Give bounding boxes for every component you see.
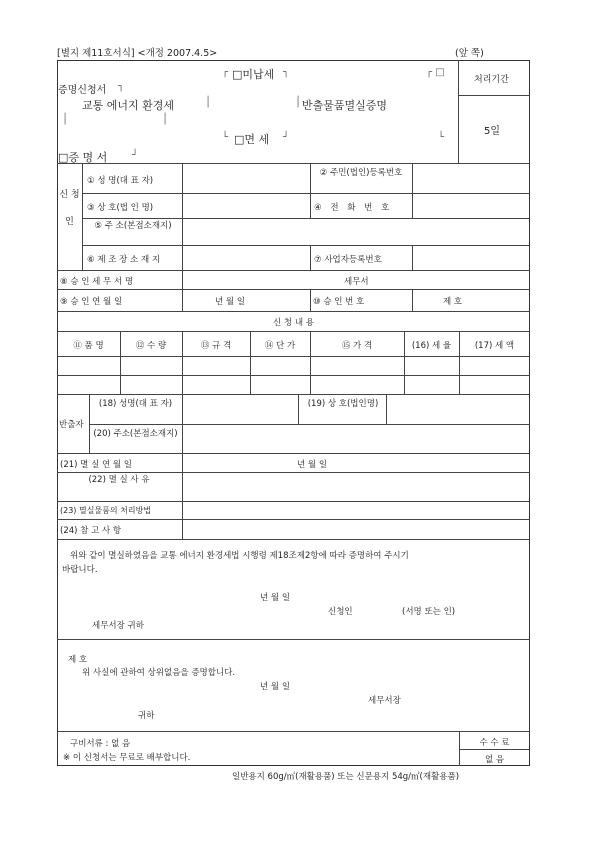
free-distribution-note: ※ 이 신청서는 무료로 배부합니다. [63, 753, 191, 763]
col-price: ⑮ 가 격 [341, 341, 373, 351]
processing-period-label: 처리기간 [474, 75, 509, 85]
exporter-company-label: (19) 상 호(법인명) [307, 399, 379, 409]
approval-number-value: 제 호 [443, 297, 463, 307]
cert-date: 년 월 일 [260, 682, 291, 692]
cert-chief: 세무서장 [368, 696, 401, 706]
cert-apply-title: 증명신청서 [58, 85, 107, 96]
paper-spec: 일반용지 60g/㎡(재활용품) 또는 신문용지 54g/㎡(재활용품) [232, 772, 460, 782]
exporter-address-label: (20) 주소(본점소재지) [93, 429, 178, 439]
statement-line-1: 위와 같이 멸실하였음을 교통 에너지 환경세법 시행령 제18조제2항에 따라 증명하여 주시기 [70, 551, 409, 561]
applicant-sign-label: 신청인 [328, 607, 353, 617]
addressee-chief: 세무서장 귀하 [92, 621, 144, 631]
approval-office-value: 세무서 [344, 277, 369, 287]
loss-handling-label: (23) 멸실물품의 처리방법 [60, 506, 152, 515]
loss-reason-label: (22) 멸 실 사 유 [88, 475, 150, 485]
loss-date-label: (21) 멸 실 연 월 일 [60, 460, 133, 470]
form-frame [57, 60, 530, 766]
fee-value: 없 음 [484, 755, 505, 765]
certificate-option: □증 명 서 [58, 151, 108, 164]
applicant-group-label: 신 청 인 [59, 190, 80, 227]
exporter-group-label: 반출자 [59, 420, 84, 430]
applicant-phone-label: ④ 전 화 번 호 [314, 203, 393, 213]
statement-line-2: 바랍니다. [62, 565, 98, 575]
col-tax-amount: (17) 세 액 [474, 341, 515, 351]
form-number: [별지 제11호서식] <개정 2007.4.5> [57, 48, 218, 59]
exporter-name-label: (18) 성명(대 표 자) [98, 399, 173, 409]
factory-location-label: ⑥ 제 조 장 소 재 지 [87, 255, 161, 265]
cert-number: 제 호 [68, 655, 88, 665]
col-spec: ⑬ 규 격 [200, 341, 232, 351]
cert-statement: 위 사실에 관하여 상위없음을 증명합니다. [82, 668, 236, 678]
exempt-option: □면 세 [234, 133, 270, 146]
applicant-name-label: ① 성 명(대 표 자) [87, 176, 154, 186]
unpaid-tax-option: □미납세 [232, 68, 275, 81]
approval-date-value: 년 월 일 [215, 297, 246, 307]
approval-date-label: ⑨ 승 인 연 월 일 [60, 297, 123, 307]
fee-label: 수 수 료 [479, 738, 510, 748]
request-content-heading: 신 청 내 용 [273, 318, 314, 328]
applicant-regno-label: ② 주민(법인)등록번호 [319, 168, 403, 178]
approval-number-label: ⑩ 승 인 번 호 [313, 297, 365, 307]
required-docs: 구비서류 : 없 음 [70, 739, 131, 749]
loss-date-value: 년 월 일 [297, 460, 328, 470]
approval-office-label: ⑧ 승 인 세 무 서 명 [60, 277, 134, 287]
export-loss-cert: 반출물품멸실증명 [302, 99, 388, 112]
col-unit-price: ⑭ 단 가 [264, 341, 296, 351]
col-item-name: ⑪ 품 명 [73, 341, 104, 351]
col-tax-rate: (16) 세 율 [411, 341, 452, 351]
page-side: (앞 쪽) [455, 48, 484, 59]
applicant-company-label: ③ 상 호(법 인 명) [87, 203, 154, 213]
applicant-address-label: ⑤ 주 소(본점소재지) [94, 221, 172, 231]
business-regno-label: ⑦ 사업자등록번호 [314, 255, 382, 265]
tax-name: 교통 에너지 환경세 [82, 99, 175, 112]
statement-date: 년 월 일 [260, 593, 291, 603]
cert-addressee: 귀하 [138, 711, 155, 721]
remarks-label: (24) 참 고 사 항 [60, 526, 122, 536]
sign-or-seal: (서명 또는 인) [402, 607, 456, 617]
col-quantity: ⑫ 수 량 [135, 341, 167, 351]
processing-period-value: 5일 [484, 126, 501, 137]
